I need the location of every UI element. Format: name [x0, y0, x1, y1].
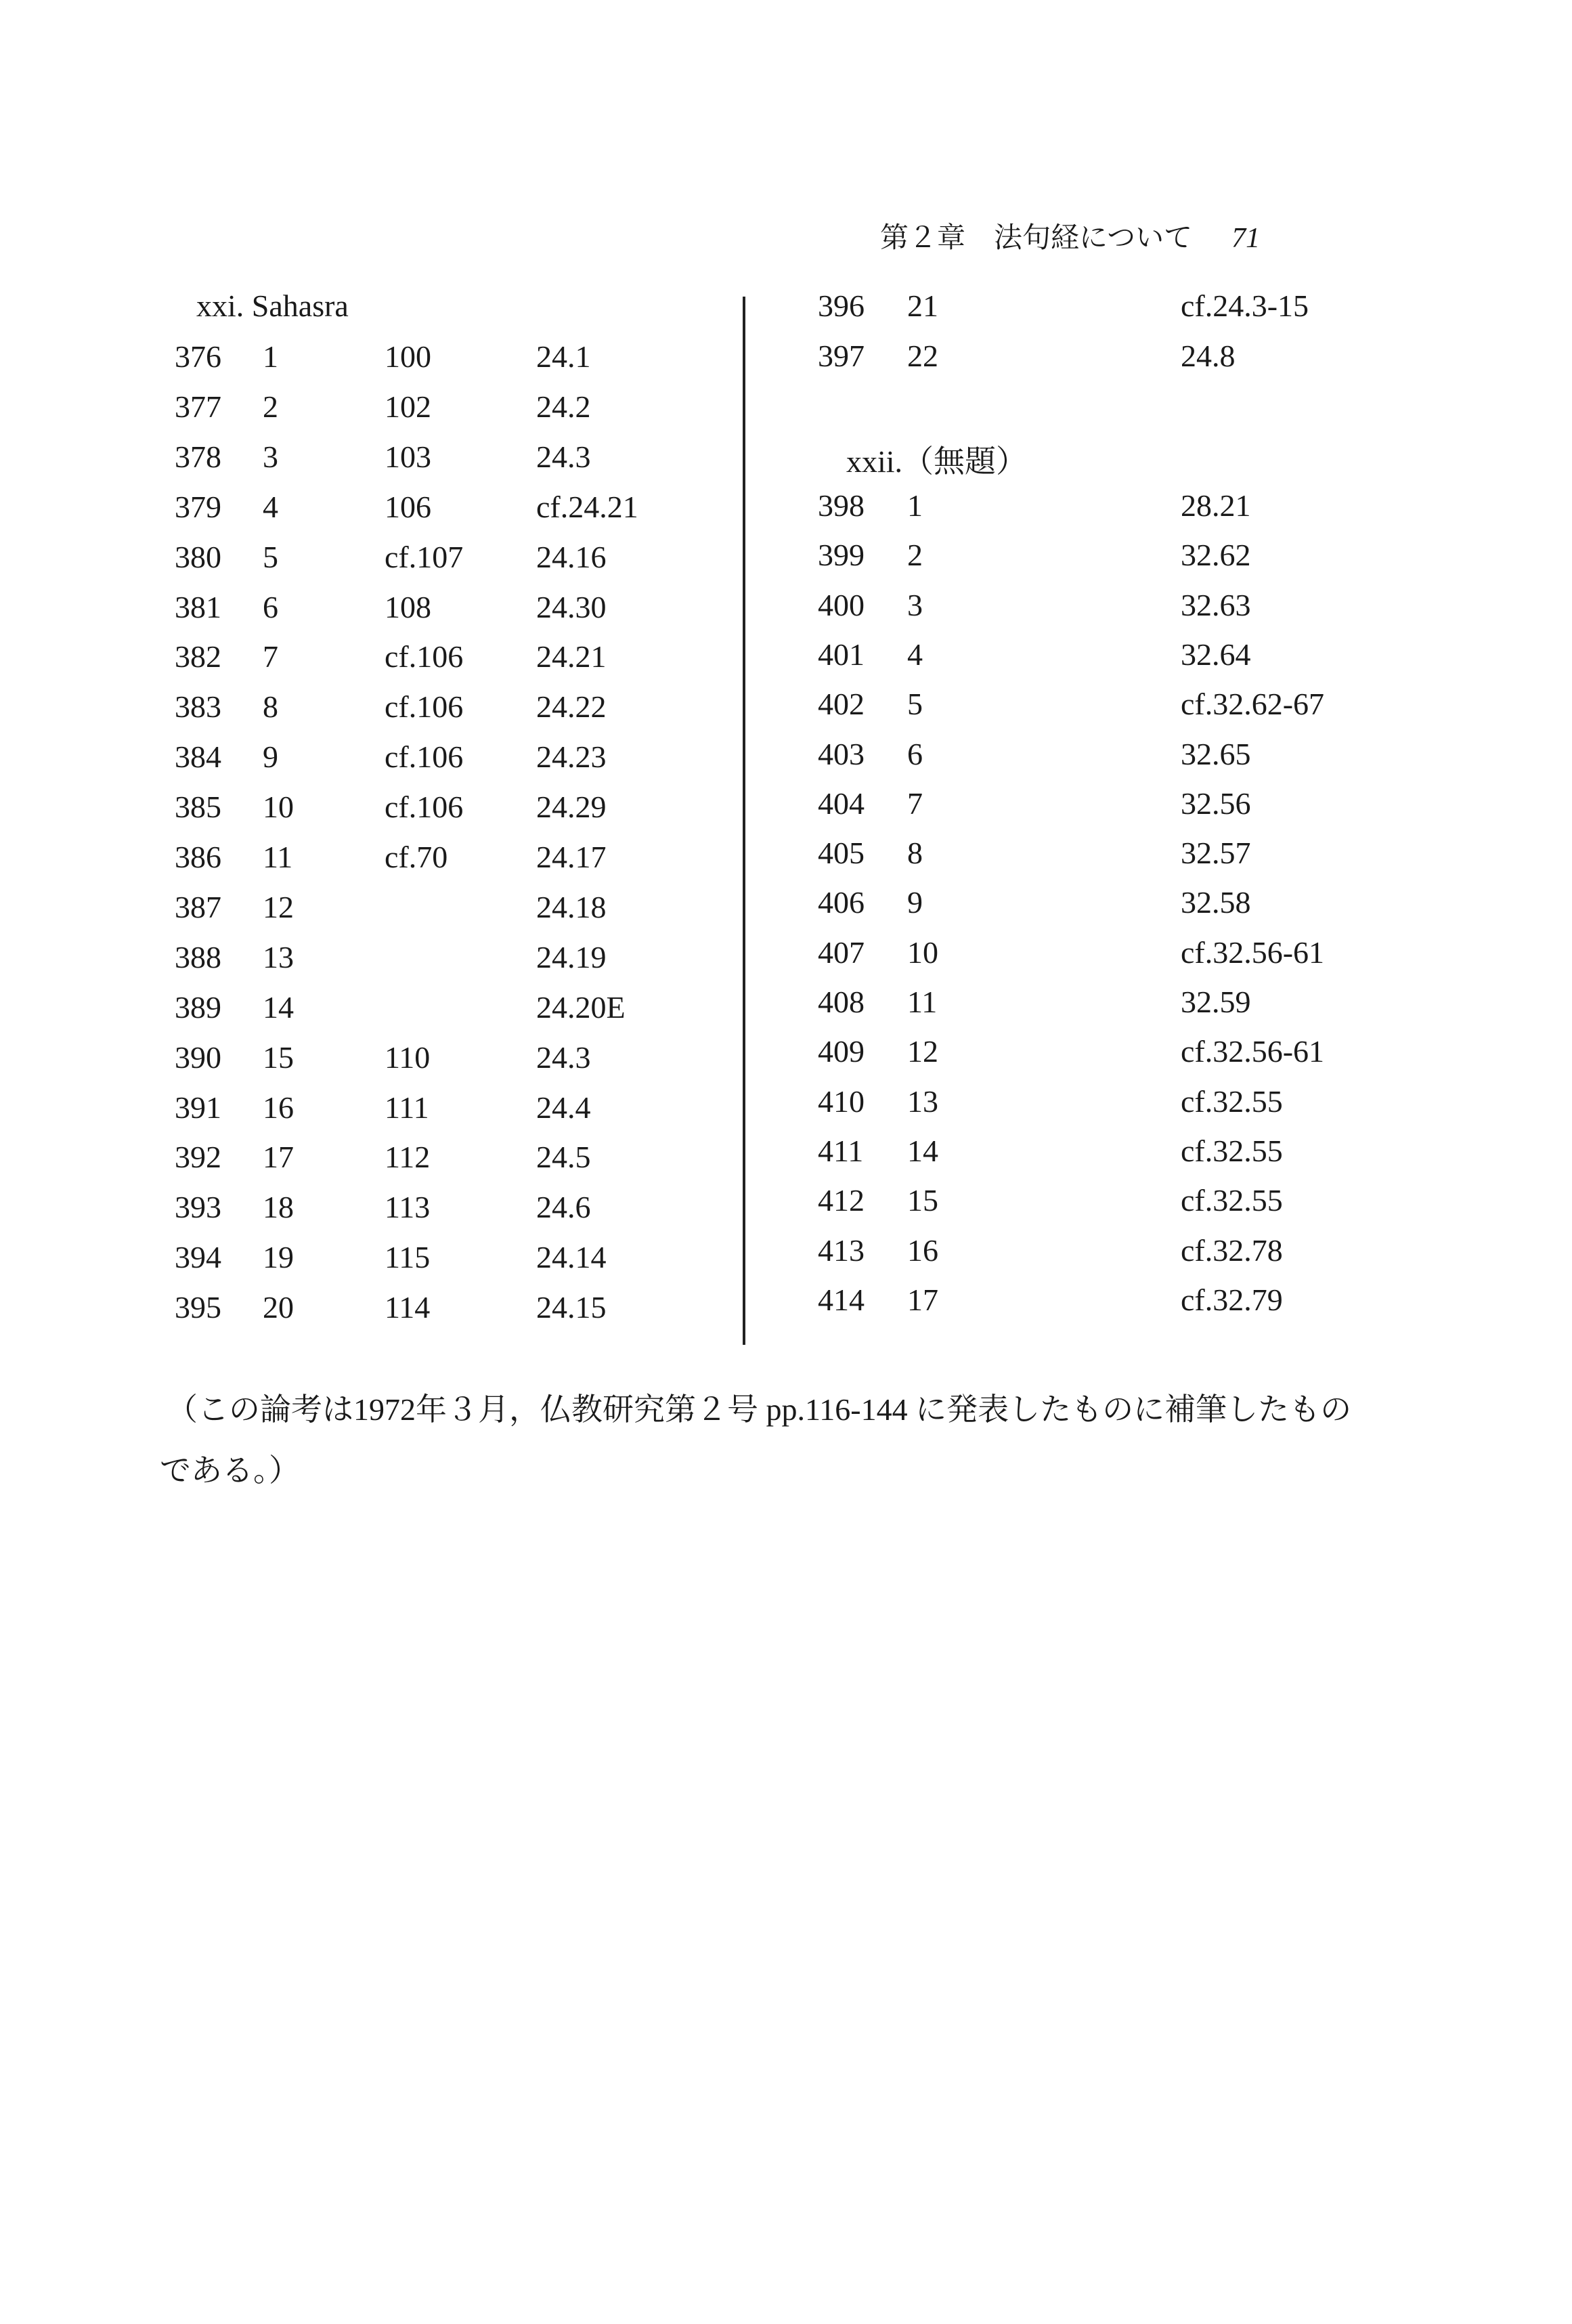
table-row [0, 439, 1572, 489]
parallel-a-cell: 108 [385, 589, 431, 624]
table-row [0, 488, 1572, 538]
parallel-a-cell: 115 [385, 1240, 431, 1275]
verse-number-cell: 409 [818, 1034, 865, 1069]
parallel-b-cell: 24.21 [536, 639, 607, 674]
table-row [0, 537, 1572, 587]
chapter-verse-cell: 6 [263, 589, 278, 624]
verse-number-cell: 406 [818, 885, 865, 920]
chapter-verse-cell: 7 [263, 639, 278, 674]
verse-number-cell: 407 [818, 934, 865, 970]
verse-number-cell: 385 [175, 790, 221, 825]
parallel-b-cell: 24.14 [536, 1240, 607, 1275]
chapter-verse-cell: 17 [263, 1140, 294, 1175]
verse-number-cell: 384 [175, 739, 221, 775]
table-row [0, 786, 1572, 836]
chapter-verse-cell: 1 [907, 488, 923, 523]
verse-number-cell: 386 [175, 840, 221, 874]
table-row [0, 835, 1572, 885]
chapter-verse-cell: 13 [907, 1083, 938, 1119]
parallel-b-cell: 24.16 [536, 539, 607, 574]
verse-number-cell: 413 [818, 1232, 865, 1268]
chapter-verse-cell: 7 [907, 786, 923, 821]
verse-number-cell: 405 [818, 836, 865, 871]
verse-number-cell: 414 [818, 1282, 865, 1317]
parallel-b-cell: 24.23 [536, 739, 607, 775]
parallel-b-cell: 24.1 [536, 339, 591, 374]
chapter-verse-cell: 15 [907, 1183, 938, 1218]
table-row [0, 1083, 1572, 1134]
parallel-cell: cf.32.78 [1181, 1232, 1283, 1268]
chapter-verse-cell: 14 [907, 1133, 938, 1168]
verse-number-cell: 389 [175, 989, 221, 1025]
parallel-cell: 28.21 [1181, 488, 1251, 523]
parallel-b-cell: 24.22 [536, 689, 607, 725]
verse-number-cell: 404 [818, 786, 865, 821]
chapter-verse-cell: 4 [263, 489, 278, 524]
verse-number-cell: 391 [175, 1090, 221, 1125]
parallel-cell: 32.57 [1181, 836, 1251, 871]
chapter-verse-cell: 10 [263, 790, 294, 825]
parallel-b-cell: 24.18 [536, 889, 607, 924]
parallel-b-cell: 24.19 [536, 939, 607, 974]
verse-number-cell: 402 [818, 687, 865, 722]
table-row [0, 288, 1572, 338]
table-row [0, 686, 1572, 736]
parallel-a-cell: 113 [385, 1190, 431, 1225]
section-heading-xxii: xxii.（無題） [846, 444, 1028, 479]
parallel-b-cell: 24.20E [536, 989, 626, 1025]
chapter-verse-cell: 5 [907, 687, 923, 722]
parallel-a-cell: 100 [385, 339, 431, 374]
page-number: 71 [1231, 223, 1261, 254]
verse-number-cell: 410 [818, 1083, 865, 1119]
chapter-verse-cell: 13 [263, 939, 294, 974]
parallel-b-cell: 24.2 [536, 389, 591, 424]
verse-number-cell: 392 [175, 1140, 221, 1175]
chapter-verse-cell: 11 [907, 985, 938, 1019]
chapter-verse-cell: 9 [907, 885, 923, 920]
parallel-a-cell: cf.70 [385, 840, 448, 874]
parallel-a-cell: 102 [385, 389, 431, 424]
footnote-line-2: である。） [160, 1453, 300, 1488]
parallel-cell: cf.32.55 [1181, 1183, 1283, 1218]
verse-number-cell: 403 [818, 736, 865, 771]
table-row [0, 736, 1572, 786]
chapter-verse-cell: 5 [263, 539, 278, 574]
chapter-verse-cell: 8 [263, 689, 278, 725]
chapter-verse-cell: 19 [263, 1240, 294, 1275]
parallel-a-cell: cf.106 [385, 790, 464, 825]
verse-number-cell: 394 [175, 1240, 221, 1275]
parallel-cell: 32.63 [1181, 587, 1251, 622]
chapter-verse-cell: 11 [263, 840, 293, 874]
chapter-verse-cell: 16 [263, 1090, 294, 1125]
parallel-a-cell: 111 [385, 1090, 429, 1125]
parallel-cell: cf.32.55 [1181, 1133, 1283, 1168]
parallel-cell: 32.56 [1181, 786, 1251, 821]
parallel-a-cell: 114 [385, 1290, 431, 1325]
verse-number-cell: 408 [818, 985, 865, 1019]
parallel-b-cell: 24.29 [536, 790, 607, 825]
chapter-verse-cell: 4 [907, 637, 923, 672]
table-row [0, 934, 1572, 985]
footnote-line-1: （この論考は1972年３月，仏教研究第２号 pp.116-144 に発表したものに補筆したもの [167, 1392, 1352, 1427]
chapter-verse-cell: 22 [907, 339, 938, 373]
verse-number-cell: 383 [175, 689, 221, 725]
parallel-cell: 32.65 [1181, 736, 1251, 771]
parallel-b-cell: 24.3 [536, 1039, 591, 1075]
chapter-verse-cell: 2 [263, 389, 278, 424]
chapter-verse-cell: 2 [907, 538, 923, 573]
parallel-b-cell: 24.3 [536, 439, 591, 474]
parallel-a-cell: cf.106 [385, 689, 464, 725]
parallel-a-cell: 106 [385, 489, 431, 524]
parallel-b-cell: 24.17 [536, 840, 607, 874]
verse-number-cell: 412 [818, 1183, 865, 1218]
parallel-b-cell: 24.15 [536, 1290, 607, 1325]
table-row [0, 338, 1572, 388]
parallel-cell: 24.8 [1181, 339, 1236, 373]
verse-number-cell: 399 [818, 538, 865, 573]
table-row [0, 1033, 1572, 1083]
verse-number-cell: 411 [818, 1133, 864, 1168]
verse-number-cell: 379 [175, 489, 221, 524]
table-row [0, 389, 1572, 439]
table-row [0, 884, 1572, 934]
verse-number-cell: 396 [818, 288, 865, 323]
verse-number-cell: 377 [175, 389, 221, 424]
parallel-cell: cf.32.56-61 [1181, 934, 1325, 970]
table-row [0, 1282, 1572, 1332]
chapter-verse-cell: 14 [263, 989, 294, 1025]
chapter-verse-cell: 6 [907, 736, 923, 771]
chapter-verse-cell: 20 [263, 1290, 294, 1325]
parallel-b-cell: 24.6 [536, 1190, 591, 1225]
parallel-cell: 32.62 [1181, 538, 1251, 573]
parallel-cell: cf.32.55 [1181, 1083, 1283, 1119]
parallel-b-cell: cf.24.21 [536, 489, 638, 524]
chapter-verse-cell: 9 [263, 739, 278, 775]
verse-number-cell: 398 [818, 488, 865, 523]
section-heading-xxi: xxi. Sahasra [196, 288, 349, 323]
verse-number-cell: 393 [175, 1190, 221, 1225]
verse-number-cell: 387 [175, 889, 221, 924]
chapter-title: 第２章 法句経について [880, 223, 1193, 254]
chapter-verse-cell: 12 [263, 889, 294, 924]
chapter-verse-cell: 21 [907, 288, 938, 323]
table-row [0, 1182, 1572, 1232]
table-row [0, 637, 1572, 687]
chapter-verse-cell: 15 [263, 1039, 294, 1075]
verse-number-cell: 390 [175, 1039, 221, 1075]
verse-number-cell: 380 [175, 539, 221, 574]
verse-number-cell: 381 [175, 589, 221, 624]
parallel-b-cell: 24.4 [536, 1090, 591, 1125]
verse-number-cell: 388 [175, 939, 221, 974]
parallel-cell: cf.32.62-67 [1181, 687, 1325, 722]
verse-number-cell: 376 [175, 339, 221, 374]
parallel-a-cell: cf.106 [385, 639, 464, 674]
verse-number-cell: 397 [818, 339, 865, 373]
parallel-cell: 32.59 [1181, 985, 1251, 1019]
table-row [0, 1232, 1572, 1283]
chapter-verse-cell: 3 [907, 587, 923, 622]
verse-number-cell: 400 [818, 587, 865, 622]
parallel-a-cell: cf.106 [385, 739, 464, 775]
parallel-a-cell: 112 [385, 1140, 431, 1175]
chapter-verse-cell: 17 [907, 1282, 938, 1317]
verse-number-cell: 382 [175, 639, 221, 674]
verse-number-cell: 401 [818, 637, 865, 672]
table-row [0, 1133, 1572, 1183]
parallel-a-cell: cf.107 [385, 539, 464, 574]
chapter-verse-cell: 12 [907, 1034, 938, 1069]
parallel-b-cell: 24.30 [536, 589, 607, 624]
chapter-verse-cell: 1 [263, 339, 278, 374]
chapter-verse-cell: 3 [263, 439, 278, 474]
chapter-verse-cell: 16 [907, 1232, 938, 1268]
verse-number-cell: 395 [175, 1290, 221, 1325]
table-row [0, 587, 1572, 637]
table-row [0, 984, 1572, 1034]
parallel-a-cell: 103 [385, 439, 431, 474]
running-header [880, 215, 1260, 256]
parallel-b-cell: 24.5 [536, 1140, 591, 1175]
parallel-cell: 32.64 [1181, 637, 1251, 672]
chapter-verse-cell: 18 [263, 1190, 294, 1225]
parallel-cell: cf.32.56-61 [1181, 1034, 1325, 1069]
parallel-cell: 32.58 [1181, 885, 1251, 920]
chapter-verse-cell: 8 [907, 836, 923, 871]
chapter-verse-cell: 10 [907, 934, 938, 970]
parallel-cell: cf.24.3-15 [1181, 288, 1309, 323]
parallel-a-cell: 110 [385, 1039, 431, 1075]
verse-number-cell: 378 [175, 439, 221, 474]
parallel-cell: cf.32.79 [1181, 1282, 1283, 1317]
